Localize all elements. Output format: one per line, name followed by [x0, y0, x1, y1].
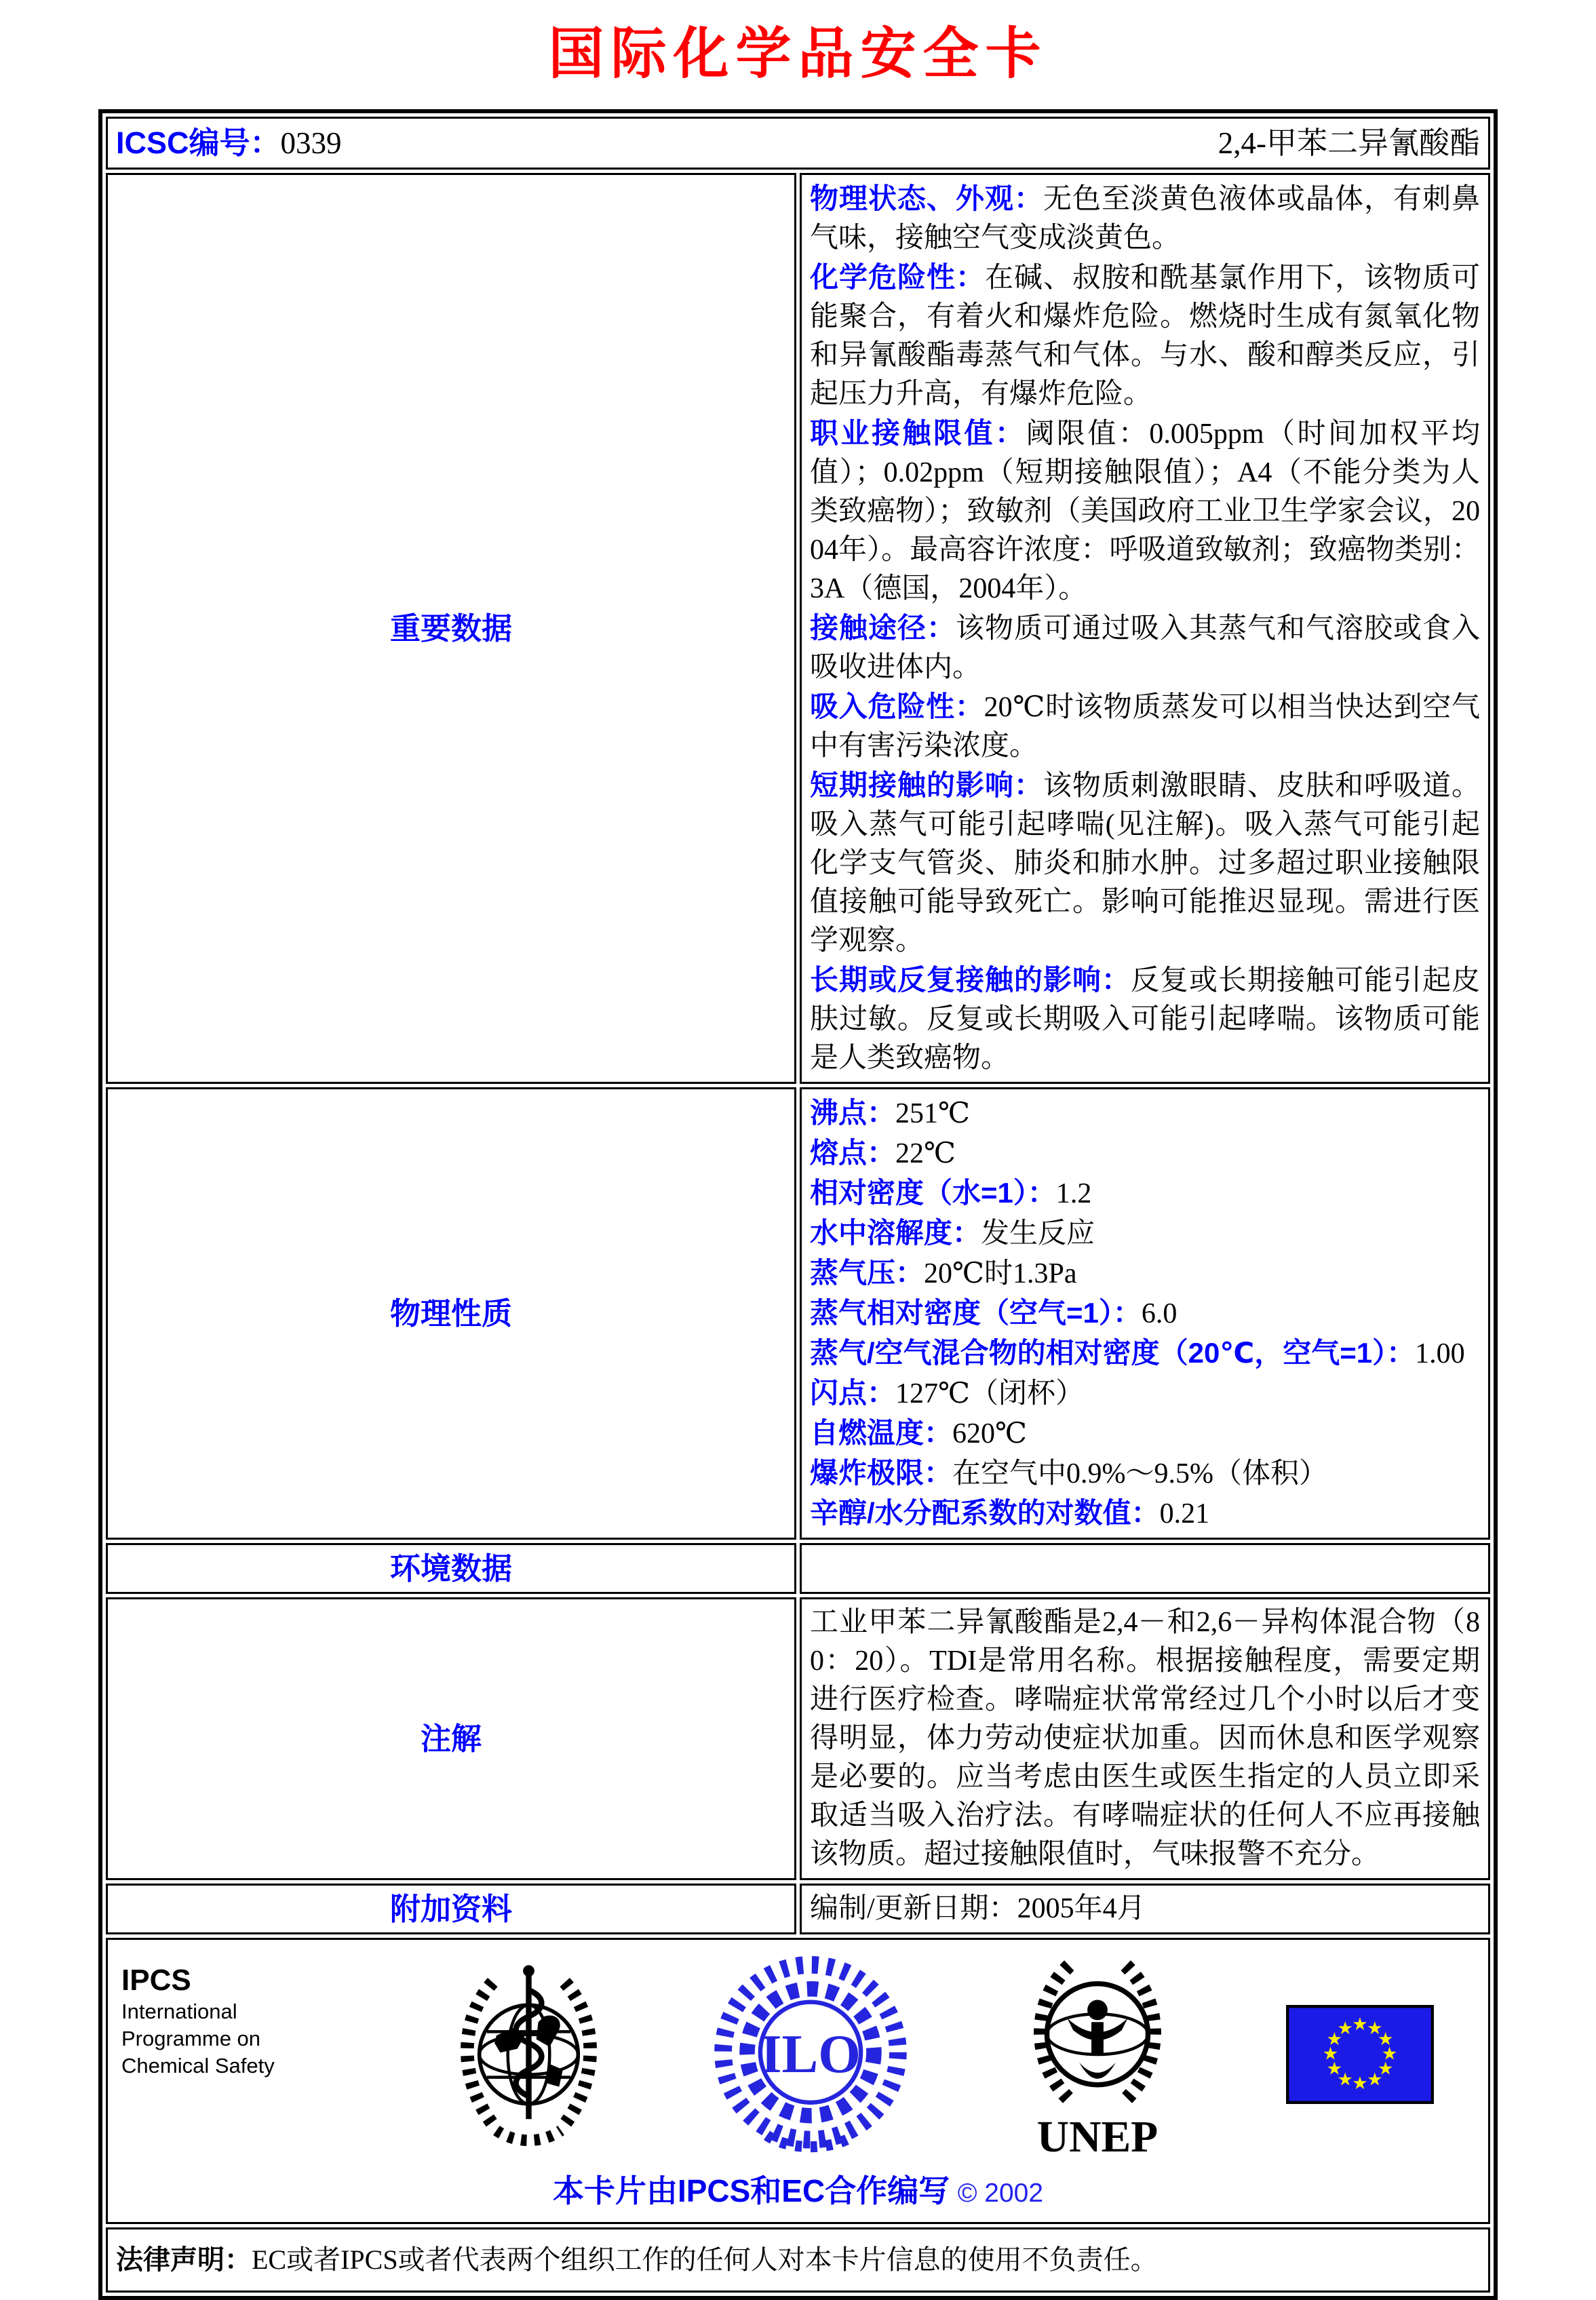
chemical-name: 2,4-甲苯二异氰酸酯 [1218, 126, 1480, 160]
row-label-additional-info: 附加资料 [106, 1884, 796, 1934]
ipcs-line: Programme on [121, 2027, 261, 2050]
field-text: 620℃ [952, 1418, 1027, 1449]
svg-text:★: ★ [1367, 2018, 1383, 2039]
field-text: 20℃时该物质蒸发可以相当快达到空气中有害污染浓度。 [810, 692, 1480, 762]
notes-cell [800, 1597, 1490, 1880]
svg-text:★: ★ [1367, 2069, 1383, 2090]
svg-text:★: ★ [1326, 2059, 1343, 2080]
physical-properties-cell [800, 1087, 1490, 1540]
field-label: 熔点： [810, 1137, 896, 1169]
field-text: 127℃（闭杯） [895, 1378, 1084, 1409]
field-label: 爆炸极限： [810, 1457, 953, 1489]
important-data-item [810, 687, 1480, 766]
who-logo-icon [442, 1960, 615, 2149]
ipcs-acronym: IPCS [121, 1964, 191, 1997]
row-label-notes: 注解 [106, 1597, 796, 1880]
physical-property-item [810, 1333, 1480, 1373]
eu-flag-icon [1286, 2005, 1434, 2104]
field-label: 职业接触限值： [810, 417, 1026, 449]
copyright-text: © 2002 [957, 2179, 1044, 2208]
field-label: 闪点： [810, 1377, 896, 1409]
field-text: 该物质刺激眼睛、皮肤和呼吸道。吸入蒸气可能引起哮喘(见注解)。吸入蒸气可能引起化学支气管炎、肺炎和肺水肿。过多超过职业接触限值接触可能导致死亡。影响可能推迟显现。需进行医学观察。 [810, 771, 1480, 956]
physical-property-item [810, 1173, 1480, 1213]
physical-property-item [810, 1494, 1480, 1534]
ipcs-line: Chemical Safety [121, 2054, 275, 2078]
physical-property-item [810, 1213, 1480, 1253]
legal-label: 法律声明： [116, 2245, 252, 2275]
legal-cell [106, 2227, 1490, 2293]
svg-text:★: ★ [1377, 2059, 1394, 2080]
field-text: 该物质可通过吸入其蒸气和气溶胶或食入吸收进体内。 [810, 613, 1480, 683]
field-label: 自燃温度： [810, 1417, 953, 1449]
environmental-data-row [106, 1543, 1490, 1594]
field-label: 接触途径： [810, 612, 956, 644]
field-label: 辛醇/水分配系数的对数值： [810, 1497, 1160, 1529]
header-cell [106, 117, 1490, 170]
field-text: 251℃ [895, 1098, 970, 1129]
field-label: 长期或反复接触的影响： [810, 964, 1131, 996]
field-label: 相对密度（水=1）： [810, 1177, 1056, 1209]
field-text: 发生反应 [981, 1218, 1095, 1249]
field-label: 物理状态、外观： [810, 182, 1043, 214]
ipcs-line: International [121, 2000, 237, 2023]
important-data-row [106, 173, 1490, 1084]
field-label: 短期接触的影响： [810, 769, 1043, 801]
icsc-number-value: 0339 [280, 126, 342, 160]
icsc-number-label: ICSC编号： [116, 125, 281, 160]
caption-text: 本卡片由IPCS和EC合作编写 [552, 2173, 950, 2208]
field-text: 1.2 [1055, 1178, 1092, 1209]
field-text: 20℃时1.3Pa [924, 1258, 1077, 1289]
field-text: 0.21 [1159, 1498, 1210, 1529]
unep-caption: UNEP [1036, 2113, 1159, 2160]
ipcs-text-block [121, 1963, 345, 2080]
field-text: 在空气中0.9%～9.5%（体积） [952, 1458, 1327, 1489]
notes-content: 工业甲苯二异氰酸酯是2,4－和2,6－异构体混合物（80：20）。TDI是常用名称。根据接触程度，需要定期进行医疗检查。哮喘症状常常经过几个小时以后才变得明显，体力劳动使症状加重。因而休息和医学观察是必要的。应当考虑由医生或医生指定的人员立即采取适当吸入治疗法。有哮喘症状的任何人不应再接触该物质。超过接触限值时，气味报警不充分。 [810, 1607, 1480, 1870]
svg-text:★: ★ [1377, 2029, 1394, 2050]
field-label: 化学危险性： [810, 261, 985, 293]
logos-row [106, 1938, 1490, 2224]
field-label: 蒸气/空气混合物的相对密度（20℃，空气=1）： [810, 1337, 1416, 1369]
physical-property-item [810, 1373, 1480, 1414]
physical-property-item [810, 1293, 1480, 1333]
legal-text: EC或者IPCS或者代表两个组织工作的任何人对本卡片信息的使用不负责任。 [252, 2244, 1158, 2275]
field-label: 水中溶解度： [810, 1217, 981, 1249]
physical-property-item [810, 1253, 1480, 1293]
field-label: 吸入危险性： [810, 690, 984, 722]
icsc-card-table [98, 109, 1498, 2300]
row-label-physical-properties: 物理性质 [106, 1087, 796, 1540]
ilo-logo-icon [712, 1956, 909, 2153]
field-label: 沸点： [810, 1097, 896, 1129]
additional-info-row [106, 1884, 1490, 1934]
cooperation-caption [115, 2172, 1481, 2213]
field-text: 6.0 [1141, 1298, 1177, 1329]
header-row [106, 117, 1490, 170]
physical-property-item [810, 1093, 1480, 1133]
svg-text:★: ★ [1322, 2044, 1339, 2065]
row-label-important-data: 重要数据 [106, 173, 796, 1084]
logos-cell [106, 1938, 1490, 2224]
icsc-number-group [116, 123, 342, 163]
important-data-item [810, 960, 1480, 1078]
ilo-monogram: ILO [760, 2023, 861, 2084]
field-label: 蒸气压： [810, 1257, 924, 1289]
notes-row [106, 1597, 1490, 1880]
field-text: 阈限值：0.005ppm（时间加权平均值）；0.02ppm（短期接触限值）；A4（不能分类为人类致癌物）；致敏剂（美国政府工业卫生学家会议，2004年）。最高容许浓度：呼吸道致敏剂；致癌物类别：3A（德国，2004年）。 [810, 418, 1480, 604]
field-text: 反复或长期接触可能引起皮肤过敏。反复或长期吸入可能引起哮喘。该物质可能是人类致癌物。 [810, 965, 1480, 1074]
physical-property-item [810, 1414, 1480, 1454]
important-data-item [810, 414, 1480, 608]
important-data-item [810, 608, 1480, 687]
physical-property-item [810, 1454, 1480, 1494]
physical-properties-row [106, 1087, 1490, 1540]
environmental-data-content [810, 1549, 1480, 1587]
svg-text:★: ★ [1337, 2069, 1353, 2090]
svg-text:★: ★ [1352, 2014, 1368, 2035]
field-text: 1.00 [1415, 1338, 1465, 1369]
environmental-data-cell [800, 1543, 1490, 1594]
important-data-item [810, 258, 1480, 414]
important-data-item [810, 179, 1480, 258]
page-title: 国际化学品安全卡 [548, 23, 1048, 85]
field-text: 22℃ [895, 1138, 956, 1169]
unep-logo-icon [1006, 1949, 1189, 2160]
additional-info-cell [800, 1884, 1490, 1934]
field-text: 无色至淡黄色液体或晶体，有刺鼻气味，接触空气变成淡黄色。 [810, 184, 1480, 254]
important-data-item [810, 766, 1480, 960]
svg-text:★: ★ [1381, 2044, 1398, 2065]
field-label: 蒸气相对密度（空气=1）： [810, 1297, 1142, 1329]
svg-text:★: ★ [1326, 2029, 1343, 2050]
additional-info-content: 编制/更新日期：2005年4月 [810, 1893, 1146, 1924]
svg-text:★: ★ [1337, 2018, 1353, 2039]
legal-row [106, 2227, 1490, 2293]
important-data-cell [800, 173, 1490, 1084]
svg-text:★: ★ [1352, 2073, 1368, 2094]
row-label-environmental-data: 环境数据 [106, 1543, 796, 1594]
field-text: 在碱、叔胺和酰基氯作用下，该物质可能聚合，有着火和爆炸危险。燃烧时生成有氮氧化物和异氰酸酯毒蒸气和气体。与水、酸和醇类反应，引起压力升高，有爆炸危险。 [810, 262, 1480, 410]
physical-property-item [810, 1133, 1480, 1173]
